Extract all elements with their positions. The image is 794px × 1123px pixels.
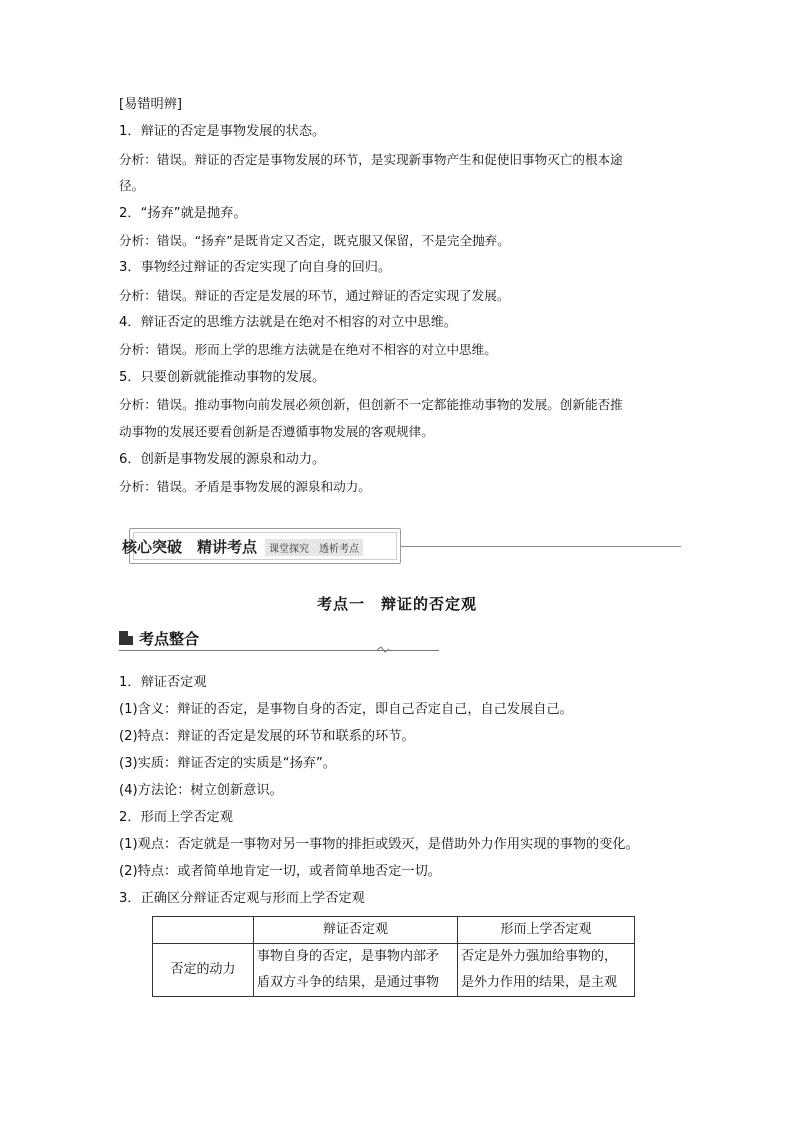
comparison-table: [152, 916, 635, 997]
error-analysis-1-line-2: 径。: [119, 178, 145, 193]
table-cell-line: 是外力作用的结果，是主观: [461, 975, 618, 990]
error-analysis-3: 分析：错误。辩证的否定是发展的环节，通过辩证的否定实现了发展。: [119, 288, 510, 303]
table-cell-line: 否定是外力强加给事物的，: [461, 949, 618, 964]
table-cell: [254, 944, 458, 997]
error-analysis-2: 分析：错误。“扬弃”是既肯定又否定，既克服又保留，不是完全抛弃。: [119, 233, 510, 248]
error-statement-3: 3．事物经过辩证的否定实现了向自身的回归。: [119, 260, 392, 275]
banner-divider: [401, 546, 681, 547]
point-1-definition: (1)含义：辩证的否定，是事物自身的否定，即自己否定自己，自己发展自己。: [119, 702, 573, 717]
error-analysis-5-line-1: 分析：错误。推动事物向前发展必须创新，但创新不一定都能推动事物的发展。创新能否推: [119, 397, 623, 412]
banner-title: 核心突破 精讲考点: [122, 538, 258, 556]
error-analysis-6: 分析：错误。矛盾是事物发展的源泉和动力。: [119, 479, 371, 494]
table-cell: [458, 944, 635, 997]
point-1-methodology: (4)方法论：树立创新意识。: [119, 783, 283, 798]
point-2-title: 2．形而上学否定观: [119, 810, 233, 825]
table-header-cell: 辩证否定观: [254, 917, 458, 944]
error-analysis-1-line-1: 分析：错误。辩证的否定是事物发展的环节，是实现新事物产生和促使旧事物灭亡的根本途: [119, 152, 623, 167]
error-analysis-4: 分析：错误。形而上学的思维方法就是在绝对不相容的对立中思维。: [119, 342, 497, 357]
error-statement-1: 1．辩证的否定是事物发展的状态。: [119, 124, 326, 139]
error-heading: [易错明辨]: [119, 97, 183, 112]
error-statement-6: 6．创新是事物发展的源泉和动力。: [119, 452, 326, 467]
banner-subtitle: 课堂探究 透析考点: [265, 539, 363, 556]
divider-notch-icon: [377, 645, 389, 653]
table-row-label: 否定的动力: [153, 944, 254, 997]
error-statement-4: 4．辩证否定的思维方法就是在绝对不相容的对立中思维。: [119, 315, 458, 330]
error-statement-2: 2．“扬弃”就是抛弃。: [119, 206, 247, 221]
table-cell-line: 盾双方斗争的结果，是通过事物: [257, 975, 440, 990]
point-1-title: 1．辩证否定观: [119, 675, 207, 690]
table-row: [153, 944, 635, 997]
topic-title: 考点一 辩证的否定观: [316, 595, 477, 613]
error-statement-5: 5．只要创新就能推动事物的发展。: [119, 370, 326, 385]
table-header-cell: [153, 917, 254, 944]
section-heading: [119, 627, 439, 655]
point-1-essence: (3)实质：辩证否定的实质是“扬弃”。: [119, 756, 336, 771]
section-heading-text: 考点整合: [139, 630, 200, 648]
table-header-cell: 形而上学否定观: [458, 917, 635, 944]
section-banner: [119, 528, 681, 564]
point-1-feature: (2)特点：辩证的否定是发展的环节和联系的环节。: [119, 729, 415, 744]
table-cell-line: 事物自身的否定，是事物内部矛: [257, 949, 440, 964]
point-2-feature: (2)特点：或者简单地肯定一切，或者简单地否定一切。: [119, 864, 441, 879]
section-divider: [119, 650, 439, 651]
point-3-title: 3．正确区分辩证否定观与形而上学否定观: [119, 891, 365, 906]
square-bullet-icon: [119, 631, 133, 645]
point-2-view: (1)观点：否定就是一事物对另一事物的排拒或毁灭，是借助外力作用实现的事物的变化。: [119, 837, 639, 852]
table-header-row: [153, 917, 635, 944]
error-analysis-5-line-2: 动事物的发展还要看创新是否遵循事物发展的客观规律。: [119, 424, 434, 439]
